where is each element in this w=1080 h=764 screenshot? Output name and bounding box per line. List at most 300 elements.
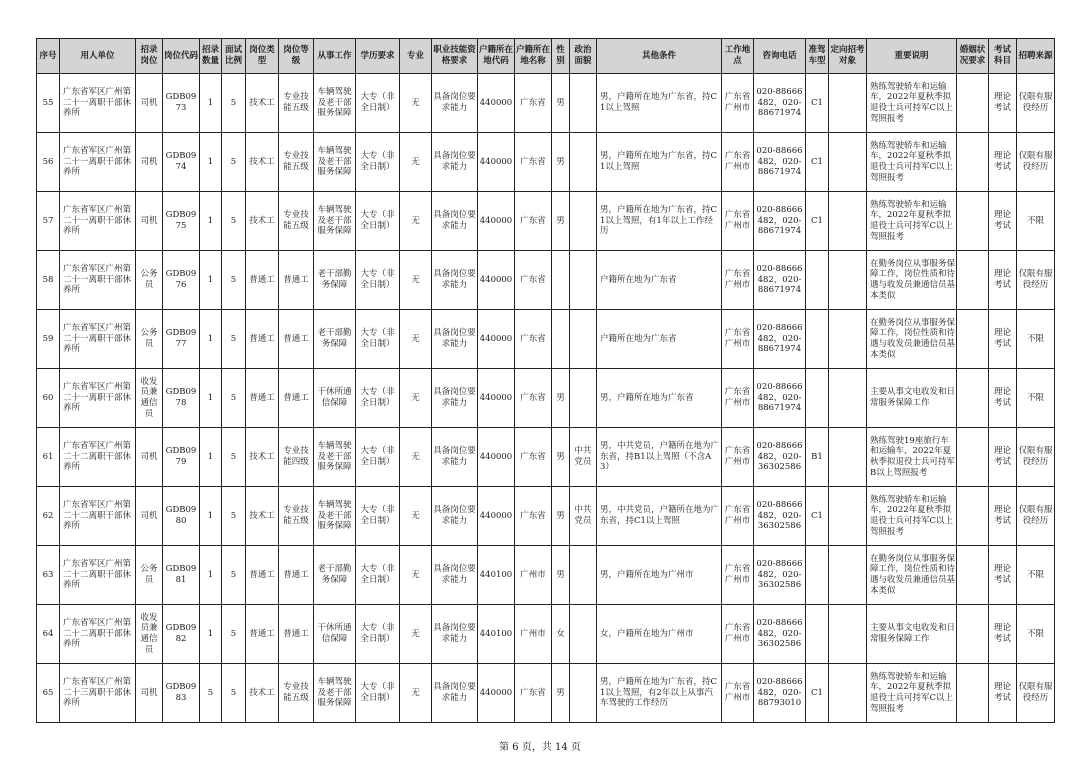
table-cell [552, 251, 570, 310]
table-cell: 440000 [478, 369, 515, 428]
table-cell: 中共党员 [570, 428, 597, 487]
header-cell: 准驾车型 [806, 39, 829, 74]
table-cell: 广东省 [515, 487, 552, 546]
table-cell: 男 [552, 546, 570, 605]
table-row [37, 664, 1055, 723]
table-cell: 普通工 [246, 605, 279, 664]
table-cell: 020-88666482，020-36302586 [754, 428, 806, 487]
table-cell: 1 [200, 74, 222, 133]
header-cell: 岗位代码 [163, 39, 200, 74]
table-cell: 广东省 [515, 369, 552, 428]
table-cell: 技术工 [246, 664, 279, 723]
table-cell: GDB0981 [163, 546, 200, 605]
table-cell: 司机 [136, 74, 163, 133]
table-cell: 主要从事文电收发和日常服务保障工作 [867, 605, 957, 664]
table-cell: 广东省广州市 [722, 74, 754, 133]
table-cell: 理论考试 [989, 428, 1017, 487]
table-cell: 1 [200, 428, 222, 487]
table-cell: 男 [552, 664, 570, 723]
table-cell: 不限 [1017, 605, 1055, 664]
table-cell: 具备岗位要求能力 [432, 605, 478, 664]
table-cell: 无 [400, 546, 432, 605]
table-cell: 男，户籍所在地为广东省，持C1以上驾照，有2年以上从事汽车驾驶的工作经历 [597, 664, 722, 723]
table-cell: C1 [806, 74, 829, 133]
table-cell: 中共党员 [570, 487, 597, 546]
table-cell [829, 664, 867, 723]
table-cell: 专业技能四级 [279, 428, 314, 487]
table-cell: 具备岗位要求能力 [432, 487, 478, 546]
table-cell: 广东省广州市 [722, 133, 754, 192]
header-cell: 工作地点 [722, 39, 754, 74]
table-cell: 广东省军区广州第二十二离职干部休养所 [60, 546, 136, 605]
table-cell: 不限 [1017, 310, 1055, 369]
table-cell: GDB0973 [163, 74, 200, 133]
table-cell: 广东省广州市 [722, 664, 754, 723]
table-cell [570, 192, 597, 251]
table-cell: 普通工 [246, 369, 279, 428]
table-cell: 广东省广州市 [722, 369, 754, 428]
table-cell: 公务员 [136, 546, 163, 605]
table-cell: 无 [400, 664, 432, 723]
header-cell: 学历要求 [356, 39, 400, 74]
header-cell: 其他条件 [597, 39, 722, 74]
table-cell: 广东省军区广州第二十二离职干部休养所 [60, 487, 136, 546]
table-body [37, 74, 1055, 723]
table-cell: 5 [222, 133, 246, 192]
table-cell: 440100 [478, 605, 515, 664]
table-cell: 无 [400, 192, 432, 251]
table-cell: 58 [37, 251, 60, 310]
table-cell: 熟练驾驶轿车和运输车，2022年夏秋季拟退役士兵可持军C以上驾照报考 [867, 487, 957, 546]
table-cell: 56 [37, 133, 60, 192]
table-cell [957, 487, 989, 546]
table-cell: 干休所通信保障 [314, 605, 356, 664]
table-cell: 64 [37, 605, 60, 664]
table-cell [957, 428, 989, 487]
table-cell: 理论考试 [989, 487, 1017, 546]
table-cell: 户籍所在地为广东省 [597, 310, 722, 369]
table-cell: 熟练驾驶轿车和运输车，2022年夏秋季拟退役士兵可持军C以上驾照报考 [867, 192, 957, 251]
table-cell [957, 369, 989, 428]
table-cell: 熟练驾驶轿车和运输车，2022年夏秋季拟退役士兵可持军C以上驾照报考 [867, 74, 957, 133]
table-cell: 广东省广州市 [722, 487, 754, 546]
table-cell: 户籍所在地为广东省 [597, 251, 722, 310]
table-cell: 不限 [1017, 369, 1055, 428]
table-cell: 具备岗位要求能力 [432, 310, 478, 369]
table-cell: 5 [222, 428, 246, 487]
table-cell: C1 [806, 133, 829, 192]
table-cell: 1 [200, 369, 222, 428]
table-cell: 在勤务岗位从事服务保障工作，岗位性质和待遇与收发员兼通信员基本类似 [867, 251, 957, 310]
table-cell: 65 [37, 664, 60, 723]
table-cell: 理论考试 [989, 605, 1017, 664]
table-cell: 大专（非全日制） [356, 546, 400, 605]
table-cell: 60 [37, 369, 60, 428]
table-cell: 普通工 [246, 310, 279, 369]
header-cell: 序号 [37, 39, 60, 74]
table-cell: 男 [552, 428, 570, 487]
table-cell: 男，中共党员，户籍所在地为广东省，持B1以上驾照（不含A3） [597, 428, 722, 487]
table-cell: 仅限有服役经历 [1017, 74, 1055, 133]
header-cell: 性别 [552, 39, 570, 74]
table-cell: 车辆驾驶及老干部服务保障 [314, 664, 356, 723]
table-cell: 440000 [478, 310, 515, 369]
table-row [37, 133, 1055, 192]
table-cell: C1 [806, 192, 829, 251]
table-cell: 主要从事文电收发和日常服务保障工作 [867, 369, 957, 428]
table-cell: GDB0980 [163, 487, 200, 546]
table-cell: 广东省广州市 [722, 605, 754, 664]
table-cell: 大专（非全日制） [356, 192, 400, 251]
header-cell: 招录数量 [200, 39, 222, 74]
table-cell: 大专（非全日制） [356, 428, 400, 487]
table-cell: 技术工 [246, 192, 279, 251]
table-cell: 具备岗位要求能力 [432, 428, 478, 487]
header-cell: 从事工作 [314, 39, 356, 74]
table-cell: 440000 [478, 74, 515, 133]
table-cell: 大专（非全日制） [356, 74, 400, 133]
table-cell: 广东省 [515, 664, 552, 723]
table-cell: 59 [37, 310, 60, 369]
table-cell: GDB0976 [163, 251, 200, 310]
table-cell: 仅限有服役经历 [1017, 428, 1055, 487]
table-cell: 男，户籍所在地为广东省，持C1以上驾照，有1年以上工作经历 [597, 192, 722, 251]
table-cell: GDB0975 [163, 192, 200, 251]
table-cell: C1 [806, 664, 829, 723]
table-cell: 男 [552, 74, 570, 133]
table-cell: 广东省军区广州第二十一离职干部休养所 [60, 74, 136, 133]
table-cell [829, 546, 867, 605]
table-row [37, 605, 1055, 664]
table-row [37, 369, 1055, 428]
table-cell: 专业技能五级 [279, 133, 314, 192]
table-cell: 男，户籍所在地为广东省，持C1以上驾照 [597, 133, 722, 192]
table-cell: 广东省 [515, 133, 552, 192]
table-cell: 55 [37, 74, 60, 133]
table-cell: 车辆驾驶及老干部服务保障 [314, 133, 356, 192]
table-cell: 具备岗位要求能力 [432, 369, 478, 428]
table-cell: 1 [200, 251, 222, 310]
table-cell: 理论考试 [989, 133, 1017, 192]
table-cell [957, 546, 989, 605]
table-cell: 理论考试 [989, 192, 1017, 251]
table-row [37, 74, 1055, 133]
table-cell: 女，户籍所在地为广州市 [597, 605, 722, 664]
table-cell: 专业技能五级 [279, 664, 314, 723]
table-cell [829, 192, 867, 251]
table-cell [806, 310, 829, 369]
table-cell [570, 133, 597, 192]
table-row [37, 310, 1055, 369]
table-cell: 57 [37, 192, 60, 251]
table-row [37, 251, 1055, 310]
table-cell: 公务员 [136, 251, 163, 310]
table-cell: 440000 [478, 251, 515, 310]
table-cell: 020-88666482，020-36302586 [754, 546, 806, 605]
table-cell: 不限 [1017, 192, 1055, 251]
table-cell: 大专（非全日制） [356, 487, 400, 546]
table-cell: 5 [222, 192, 246, 251]
table-cell: 车辆驾驶及老干部服务保障 [314, 74, 356, 133]
table-cell [829, 369, 867, 428]
table-cell: 广东省 [515, 192, 552, 251]
table-cell: 广东省军区广州第二十二离职干部休养所 [60, 428, 136, 487]
header-cell: 定向招考对象 [829, 39, 867, 74]
table-cell: 理论考试 [989, 369, 1017, 428]
table-cell: 熟练驾驶19座旅行车和运输车，2022年夏秋季拟退役士兵可持军B以上驾照报考 [867, 428, 957, 487]
table-cell [806, 369, 829, 428]
table-row [37, 428, 1055, 487]
table-cell: 1 [200, 310, 222, 369]
table-cell [806, 605, 829, 664]
table-cell: 62 [37, 487, 60, 546]
table-cell: 广东省广州市 [722, 310, 754, 369]
table-cell: 大专（非全日制） [356, 664, 400, 723]
table-cell: 广东省军区广州第二十二离职干部休养所 [60, 605, 136, 664]
recruitment-table [36, 38, 1055, 723]
table-cell: 5 [222, 546, 246, 605]
table-cell: 收发员兼通信员 [136, 369, 163, 428]
table-cell: 普通工 [246, 546, 279, 605]
table-cell: 男 [552, 133, 570, 192]
table-cell: 大专（非全日制） [356, 369, 400, 428]
table-cell: 020-88666482，020-88671974 [754, 133, 806, 192]
table-cell: 理论考试 [989, 310, 1017, 369]
header-cell: 岗位等级 [279, 39, 314, 74]
table-cell: 广东省 [515, 310, 552, 369]
table-cell [829, 133, 867, 192]
table-cell: 不限 [1017, 546, 1055, 605]
header-cell: 岗位类型 [246, 39, 279, 74]
table-cell: 在勤务岗位从事服务保障工作，岗位性质和待遇与收发员兼通信员基本类似 [867, 546, 957, 605]
table-cell: 具备岗位要求能力 [432, 74, 478, 133]
table-cell: 广东省军区广州第二十一离职干部休养所 [60, 369, 136, 428]
table-cell: 广东省 [515, 251, 552, 310]
table-cell: 5 [222, 74, 246, 133]
table-cell: 广东省军区广州第二十一离职干部休养所 [60, 251, 136, 310]
table-cell: 普通工 [279, 546, 314, 605]
table-cell [570, 74, 597, 133]
table-cell: 专业技能五级 [279, 487, 314, 546]
table-cell: 理论考试 [989, 251, 1017, 310]
table-cell: 普通工 [279, 605, 314, 664]
header-cell: 面试比例 [222, 39, 246, 74]
table-cell: 1 [200, 487, 222, 546]
table-cell: 广东省 [515, 74, 552, 133]
table-cell: 仅限有服役经历 [1017, 133, 1055, 192]
table-cell: 仅限有服役经历 [1017, 664, 1055, 723]
table-cell [570, 605, 597, 664]
table-cell: 020-88666482，020-88671974 [754, 192, 806, 251]
table-cell: 男，户籍所在地为广州市 [597, 546, 722, 605]
table-cell: 仅限有服役经历 [1017, 251, 1055, 310]
table-cell: 61 [37, 428, 60, 487]
header-cell: 政治面貌 [570, 39, 597, 74]
table-cell: 熟练驾驶轿车和运输车，2022年夏秋季拟退役士兵可持军C以上驾照报考 [867, 664, 957, 723]
table-cell: 广东省军区广州第二十一离职干部休养所 [60, 192, 136, 251]
header-cell: 招聘来源 [1017, 39, 1055, 74]
table-cell: 技术工 [246, 133, 279, 192]
table-cell: 1 [200, 546, 222, 605]
table-cell: GDB0983 [163, 664, 200, 723]
table-cell: 大专（非全日制） [356, 133, 400, 192]
table-cell: 技术工 [246, 487, 279, 546]
header-cell: 考试科目 [989, 39, 1017, 74]
table-cell: 广东省广州市 [722, 251, 754, 310]
table-cell: 理论考试 [989, 74, 1017, 133]
table-cell: 020-88666482，020-36302586 [754, 605, 806, 664]
table-cell: 普通工 [279, 310, 314, 369]
table-cell [570, 664, 597, 723]
table-cell: 车辆驾驶及老干部服务保障 [314, 487, 356, 546]
table-cell: 无 [400, 251, 432, 310]
table-cell: 63 [37, 546, 60, 605]
table-cell: 020-88666482，020-36302586 [754, 487, 806, 546]
table-cell: 在勤务岗位从事服务保障工作，岗位性质和待遇与收发员兼通信员基本类似 [867, 310, 957, 369]
table-cell: 020-88666482，020-88793010 [754, 664, 806, 723]
table-cell: 440000 [478, 192, 515, 251]
table-cell: 广州市 [515, 546, 552, 605]
table-cell: 专业技能五级 [279, 192, 314, 251]
table-cell: 5 [200, 664, 222, 723]
table-cell: 熟练驾驶轿车和运输车，2022年夏秋季拟退役士兵可持军C以上驾照报考 [867, 133, 957, 192]
table-cell: C1 [806, 487, 829, 546]
table-cell [829, 74, 867, 133]
table-cell: 男，户籍所在地为广东省 [597, 369, 722, 428]
table-cell: 5 [222, 369, 246, 428]
table-cell: 无 [400, 74, 432, 133]
table-cell: 司机 [136, 428, 163, 487]
table-cell [829, 605, 867, 664]
table-cell: 大专（非全日制） [356, 605, 400, 664]
table-cell: 广东省广州市 [722, 428, 754, 487]
header-cell: 户籍所在地名称 [515, 39, 552, 74]
table-cell: 无 [400, 133, 432, 192]
table-cell: 技术工 [246, 428, 279, 487]
table-cell: 440000 [478, 664, 515, 723]
table-cell [552, 310, 570, 369]
table-cell: 干休所通信保障 [314, 369, 356, 428]
table-cell: 广东省 [515, 428, 552, 487]
table-cell: 普通工 [246, 251, 279, 310]
table-cell [829, 487, 867, 546]
header-cell: 咨询电话 [754, 39, 806, 74]
table-cell: 理论考试 [989, 546, 1017, 605]
table-cell: 440000 [478, 428, 515, 487]
table-cell: GDB0982 [163, 605, 200, 664]
table-cell: 具备岗位要求能力 [432, 546, 478, 605]
table-cell: 5 [222, 664, 246, 723]
table-cell [570, 369, 597, 428]
table-cell: 1 [200, 133, 222, 192]
table-cell: 020-88666482，020-88671974 [754, 251, 806, 310]
table-cell: 男 [552, 369, 570, 428]
table-cell: 440100 [478, 546, 515, 605]
table-cell: 广东省军区广州第二十一离职干部休养所 [60, 310, 136, 369]
table-cell: 5 [222, 251, 246, 310]
table-cell: 具备岗位要求能力 [432, 664, 478, 723]
table-cell [570, 310, 597, 369]
table-cell: 5 [222, 605, 246, 664]
table-cell [957, 664, 989, 723]
table-cell: 大专（非全日制） [356, 310, 400, 369]
table-cell: 1 [200, 192, 222, 251]
table-cell: 具备岗位要求能力 [432, 133, 478, 192]
table-cell [829, 251, 867, 310]
table-cell: 5 [222, 310, 246, 369]
table-cell [957, 605, 989, 664]
table-cell: 车辆驾驶及老干部服务保障 [314, 192, 356, 251]
header-cell: 婚姻状况要求 [957, 39, 989, 74]
header-cell: 招录岗位 [136, 39, 163, 74]
table-cell: 普通工 [279, 251, 314, 310]
table-cell: 广东省广州市 [722, 546, 754, 605]
table-cell: 公务员 [136, 310, 163, 369]
table-row [37, 192, 1055, 251]
table-cell: 司机 [136, 192, 163, 251]
table-cell [570, 251, 597, 310]
table-cell: 普通工 [279, 369, 314, 428]
table-cell: 理论考试 [989, 664, 1017, 723]
table-cell [829, 310, 867, 369]
table-cell: 020-88666482，020-88671974 [754, 369, 806, 428]
table-cell: GDB0979 [163, 428, 200, 487]
table-cell: 大专（非全日制） [356, 251, 400, 310]
header-row [37, 39, 1055, 74]
table-cell [957, 133, 989, 192]
table-cell [570, 546, 597, 605]
table-cell: GDB0977 [163, 310, 200, 369]
table-cell: 无 [400, 605, 432, 664]
table-cell: 1 [200, 605, 222, 664]
table-cell: 男，户籍所在地为广东省，持C1以上驾照 [597, 74, 722, 133]
table-cell: 无 [400, 428, 432, 487]
table-cell: 老干部勤务保障 [314, 310, 356, 369]
table-cell: GDB0978 [163, 369, 200, 428]
table-cell: 技术工 [246, 74, 279, 133]
table-cell: 020-88666482，020-88671974 [754, 74, 806, 133]
table-cell: 5 [222, 487, 246, 546]
table-cell: 男，中共党员，户籍所在地为广东省，持C1以上驾照 [597, 487, 722, 546]
table-cell: B1 [806, 428, 829, 487]
table-cell: 车辆驾驶及老干部服务保障 [314, 428, 356, 487]
table-cell: 收发员兼通信员 [136, 605, 163, 664]
table-cell [957, 192, 989, 251]
table-cell: 司机 [136, 487, 163, 546]
table-cell: 广州市 [515, 605, 552, 664]
table-cell: 老干部勤务保障 [314, 251, 356, 310]
header-cell: 重要说明 [867, 39, 957, 74]
table-row [37, 546, 1055, 605]
table-cell: GDB0974 [163, 133, 200, 192]
table-cell: 无 [400, 310, 432, 369]
table-cell: 具备岗位要求能力 [432, 192, 478, 251]
table-cell [957, 310, 989, 369]
header-cell: 户籍所在地代码 [478, 39, 515, 74]
table-cell: 020-88666482，020-88671974 [754, 310, 806, 369]
table-cell [957, 74, 989, 133]
table-cell: 广东省军区广州第二十三离职干部休养所 [60, 664, 136, 723]
table-cell: 广东省军区广州第二十一离职干部休养所 [60, 133, 136, 192]
table-cell: 专业技能五级 [279, 74, 314, 133]
table-cell [957, 251, 989, 310]
table-cell [806, 546, 829, 605]
table-cell: 无 [400, 369, 432, 428]
table-cell: 老干部勤务保障 [314, 546, 356, 605]
table-cell [806, 251, 829, 310]
table-cell: 无 [400, 487, 432, 546]
table-cell: 具备岗位要求能力 [432, 251, 478, 310]
